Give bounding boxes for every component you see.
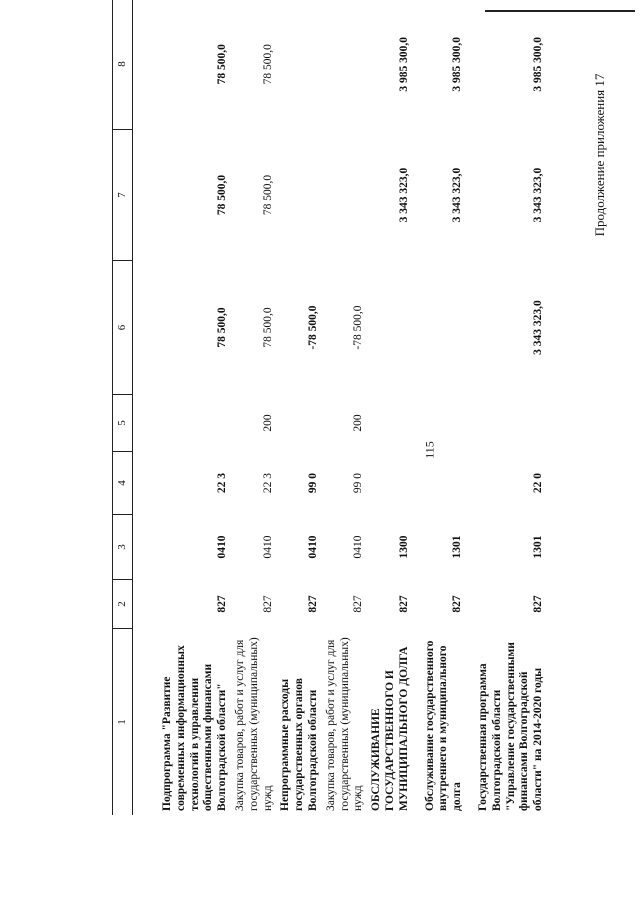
header-col-1: 1 xyxy=(113,629,133,816)
header-col-3: 3 xyxy=(113,515,133,580)
row-col-7 xyxy=(323,130,368,261)
row-col-3: 0410 xyxy=(216,535,229,559)
row-col-7: 78 500,0 xyxy=(216,174,229,216)
budget-table xyxy=(112,0,548,815)
row-col-5 xyxy=(467,395,548,452)
row-col-8: 78 500,0 xyxy=(216,44,229,85)
row-col-4: 22 3 xyxy=(216,472,229,494)
budget-table-rotated xyxy=(112,36,588,815)
row-name: Подпрограмма "Развитие современных информационных технологий в управлении общественными финансами Волгоградской области" xyxy=(161,645,229,811)
row-name: ОБСЛУЖИВАНИЕ ГОСУДАРСТВЕННОГО И МУНИЦИПАЛЬНОГО ДОЛГА xyxy=(370,646,410,811)
header-col-5: 5 xyxy=(113,395,133,452)
table-row xyxy=(133,0,232,815)
row-name: Закупка товаров, работ и услуг для государственных (муниципальных) нужд xyxy=(233,637,274,811)
row-col-5 xyxy=(133,395,232,452)
row-col-6: 3 343 323,0 xyxy=(532,300,545,355)
table-header-row xyxy=(113,0,133,815)
row-col-2: 827 xyxy=(306,595,319,613)
row-col-3: 1301 xyxy=(451,535,464,559)
row-col-5 xyxy=(277,395,322,452)
continuation-caption: Продолжение приложения 17 xyxy=(592,73,607,237)
row-col-7: 3 343 323,0 xyxy=(532,167,545,223)
row-name: Обслуживание государственного внутреннего и муниципального долга xyxy=(423,640,464,811)
row-col-5: 200 xyxy=(261,414,274,432)
row-col-8: 78 500,0 xyxy=(261,44,274,85)
row-col-3: 0410 xyxy=(352,535,365,559)
row-col-6 xyxy=(414,261,467,395)
header-col-8: 8 xyxy=(113,0,133,130)
header-col-6: 6 xyxy=(113,261,133,395)
table-row xyxy=(467,0,548,815)
table-row xyxy=(277,0,322,815)
budget-table-container xyxy=(112,36,588,815)
row-col-2: 827 xyxy=(532,595,545,613)
row-col-8: 3 985 300,0 xyxy=(451,36,464,92)
row-col-6: 78 500,0 xyxy=(216,307,229,348)
header-col-7: 7 xyxy=(113,130,133,261)
row-col-2: 827 xyxy=(397,595,410,613)
row-col-6: -78 500,0 xyxy=(306,305,319,350)
row-col-5 xyxy=(414,395,467,452)
row-col-6: 78 500,0 xyxy=(261,307,274,348)
row-col-3: 0410 xyxy=(306,535,319,559)
row-col-8 xyxy=(277,0,322,130)
table-row xyxy=(414,0,467,815)
row-col-4: 22 3 xyxy=(261,472,274,494)
row-col-6 xyxy=(368,261,413,395)
row-col-2: 827 xyxy=(352,595,365,613)
row-col-2: 827 xyxy=(216,595,229,613)
row-col-7: 3 343 323,0 xyxy=(397,167,410,223)
row-col-4: 99 0 xyxy=(352,472,365,494)
row-col-4: 22 0 xyxy=(532,472,545,494)
row-col-5 xyxy=(368,395,413,452)
row-col-7: 3 343 323,0 xyxy=(451,167,464,223)
row-col-8 xyxy=(323,0,368,130)
table-row xyxy=(232,0,277,815)
header-col-2: 2 xyxy=(113,580,133,629)
row-col-7 xyxy=(277,130,322,261)
row-col-3: 0410 xyxy=(261,535,274,559)
table-row xyxy=(323,0,368,815)
row-name: Непрограммные расходы государственных органов Волгоградской области xyxy=(279,678,319,811)
row-col-4 xyxy=(368,452,413,515)
row-col-5: 200 xyxy=(352,414,365,432)
row-col-2: 827 xyxy=(451,595,464,613)
row-col-8: 3 985 300,0 xyxy=(532,36,545,92)
table-row xyxy=(368,0,413,815)
row-col-4: 99 0 xyxy=(306,472,319,494)
row-col-3: 1300 xyxy=(397,535,410,559)
row-col-2: 827 xyxy=(261,595,274,613)
row-col-7: 78 500,0 xyxy=(261,174,274,216)
row-col-6: -78 500,0 xyxy=(352,305,365,350)
row-name: Государственная программа Волгоградской области "Управление государственными финансами Волгоградской области" на 2014-2020 годы xyxy=(476,642,545,811)
row-name: Закупка товаров, работ и услуг для государственных (муниципальных) нужд xyxy=(324,637,365,811)
row-col-4 xyxy=(414,452,467,515)
page-number: 115 xyxy=(422,441,437,459)
row-col-8: 3 985 300,0 xyxy=(397,36,410,92)
row-col-3: 1301 xyxy=(532,535,545,559)
header-col-4: 4 xyxy=(113,452,133,515)
